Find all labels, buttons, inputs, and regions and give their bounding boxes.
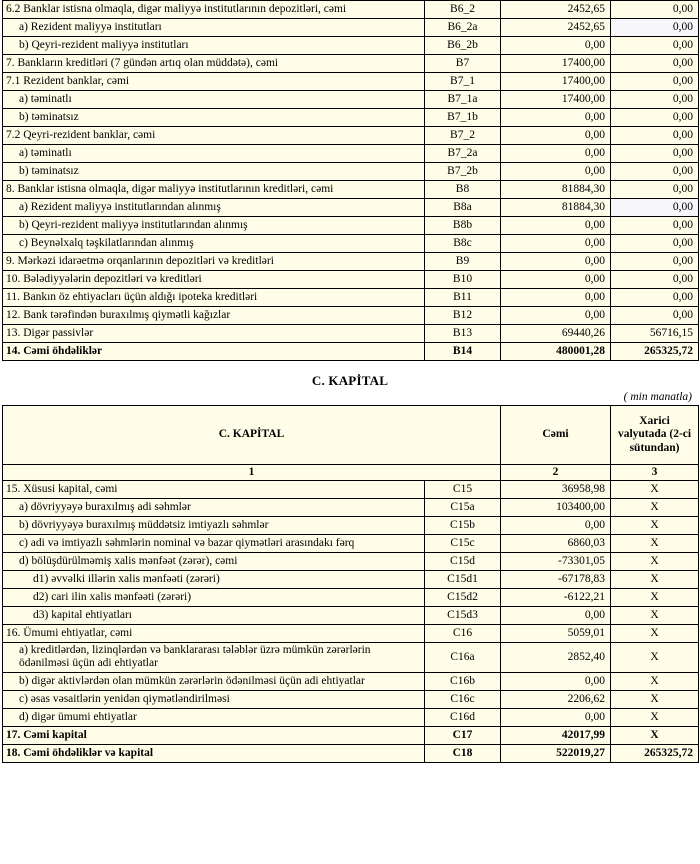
- row-fx-value: 0,00: [611, 145, 699, 163]
- row-fx-value: X: [611, 535, 699, 553]
- table-row: [3, 163, 699, 181]
- row-code: B7_2b: [425, 163, 501, 181]
- row-total-value: 522019,27: [501, 744, 611, 762]
- row-fx-value: X: [611, 589, 699, 607]
- row-fx-value: 265325,72: [611, 343, 699, 361]
- row-fx-value: 0,00: [611, 181, 699, 199]
- row-total-value: 42017,99: [501, 726, 611, 744]
- row-code: C15d2: [425, 589, 501, 607]
- table-row: [3, 343, 699, 361]
- row-label: 16. Ümumi ehtiyatlar, cəmi: [3, 625, 425, 643]
- row-fx-value: 0,00: [611, 109, 699, 127]
- row-total-value: -73301,05: [501, 553, 611, 571]
- row-fx-value: 0,00: [611, 217, 699, 235]
- row-total-value: 0,00: [501, 289, 611, 307]
- table-row: [3, 517, 699, 535]
- row-total-value: 2852,40: [501, 643, 611, 672]
- row-total-value: 17400,00: [501, 73, 611, 91]
- table-row: [3, 181, 699, 199]
- row-label: a) təminatlı: [3, 145, 425, 163]
- table-row: [3, 744, 699, 762]
- row-fx-value: 0,00: [611, 199, 699, 217]
- row-fx-value: 0,00: [611, 289, 699, 307]
- row-total-value: 0,00: [501, 672, 611, 690]
- capital-table: [2, 405, 699, 763]
- row-code: B14: [425, 343, 501, 361]
- row-code: B9: [425, 253, 501, 271]
- row-total-value: 0,00: [501, 271, 611, 289]
- table-row: [3, 19, 699, 37]
- row-code: C16c: [425, 690, 501, 708]
- row-fx-value: X: [611, 517, 699, 535]
- capital-header-sum: Cəmi: [501, 406, 611, 465]
- row-fx-value: 0,00: [611, 55, 699, 73]
- table-row: [3, 672, 699, 690]
- row-code: B7_1: [425, 73, 501, 91]
- table-row: [3, 589, 699, 607]
- row-total-value: 0,00: [501, 37, 611, 55]
- row-code: B7_2: [425, 127, 501, 145]
- row-fx-value: X: [611, 708, 699, 726]
- table-row: [3, 625, 699, 643]
- table-row: [3, 217, 699, 235]
- row-total-value: -6122,21: [501, 589, 611, 607]
- row-code: B8b: [425, 217, 501, 235]
- table-row: [3, 127, 699, 145]
- row-fx-value: 0,00: [611, 37, 699, 55]
- row-total-value: 2206,62: [501, 690, 611, 708]
- row-label: c) əsas vəsaitlərin yenidən qiymətləndirilməsi: [3, 690, 425, 708]
- table-row: [3, 37, 699, 55]
- table-row: [3, 690, 699, 708]
- row-code: B8: [425, 181, 501, 199]
- row-label: d1) əvvəlki illərin xalis mənfəəti (zərəri): [3, 571, 425, 589]
- column-number-3: 3: [611, 465, 699, 481]
- row-label: b) təminatsız: [3, 163, 425, 181]
- table-row: [3, 553, 699, 571]
- row-code: B8c: [425, 235, 501, 253]
- row-code: B6_2b: [425, 37, 501, 55]
- row-fx-value: 265325,72: [611, 744, 699, 762]
- row-total-value: -67178,83: [501, 571, 611, 589]
- row-code: C18: [425, 744, 501, 762]
- table-row: [3, 726, 699, 744]
- row-total-value: 0,00: [501, 127, 611, 145]
- row-label: 9. Mərkəzi idarəetmə orqanlarının depozitləri və kreditləri: [3, 253, 425, 271]
- row-total-value: 0,00: [501, 307, 611, 325]
- row-fx-value: X: [611, 726, 699, 744]
- row-label: 17. Cəmi kapital: [3, 726, 425, 744]
- row-label: 7.2 Qeyri-rezident banklar, cəmi: [3, 127, 425, 145]
- row-fx-value: X: [611, 607, 699, 625]
- row-fx-value: 56716,15: [611, 325, 699, 343]
- row-fx-value: 0,00: [611, 271, 699, 289]
- row-total-value: 0,00: [501, 708, 611, 726]
- column-number-2: 2: [501, 465, 611, 481]
- row-label: 15. Xüsusi kapital, cəmi: [3, 481, 425, 499]
- row-label: a) kreditlərdən, lizinqlərdən və banklararası tələblər üzrə mümkün zərərlərin ödənilməsi üçün adi ehtiyatlar: [3, 643, 425, 672]
- row-total-value: 0,00: [501, 109, 611, 127]
- row-label: 7.1 Rezident banklar, cəmi: [3, 73, 425, 91]
- row-code: C15c: [425, 535, 501, 553]
- row-total-value: 36958,98: [501, 481, 611, 499]
- row-fx-value: 0,00: [611, 1, 699, 19]
- row-label: a) Rezident maliyyə institutlarından alınmış: [3, 199, 425, 217]
- row-label: 11. Bankın öz ehtiyacları üçün aldığı ipoteka kreditləri: [3, 289, 425, 307]
- capital-table-header-row: [3, 406, 699, 465]
- row-label: 6.2 Banklar istisna olmaqla, digər maliyyə institutlarının depozitləri, cəmi: [3, 1, 425, 19]
- row-total-value: 0,00: [501, 163, 611, 181]
- row-fx-value: 0,00: [611, 19, 699, 37]
- table-row: [3, 708, 699, 726]
- capital-header-label: C. KAPİTAL: [3, 406, 501, 465]
- row-label: 13. Digər passivlər: [3, 325, 425, 343]
- column-number-1: 1: [3, 465, 501, 481]
- row-fx-value: X: [611, 499, 699, 517]
- table-row: [3, 1, 699, 19]
- row-fx-value: X: [611, 481, 699, 499]
- liabilities-table-body: [3, 1, 699, 361]
- row-fx-value: 0,00: [611, 163, 699, 181]
- table-row: [3, 235, 699, 253]
- row-code: C17: [425, 726, 501, 744]
- row-code: B7_2a: [425, 145, 501, 163]
- table-row: [3, 307, 699, 325]
- row-total-value: 5059,01: [501, 625, 611, 643]
- table-row: [3, 571, 699, 589]
- table-row: [3, 91, 699, 109]
- row-label: a) dövriyyəyə buraxılmış adi səhmlər: [3, 499, 425, 517]
- row-total-value: 0,00: [501, 217, 611, 235]
- row-code: C15d1: [425, 571, 501, 589]
- row-code: B13: [425, 325, 501, 343]
- row-total-value: 0,00: [501, 253, 611, 271]
- row-code: B7_1a: [425, 91, 501, 109]
- table-row: [3, 271, 699, 289]
- row-code: C15d: [425, 553, 501, 571]
- row-label: b) Qeyri-rezident maliyyə institutlarından alınmış: [3, 217, 425, 235]
- table-row: [3, 289, 699, 307]
- liabilities-table: [2, 0, 699, 361]
- row-code: C15b: [425, 517, 501, 535]
- row-label: d) bölüşdürülməmiş xalis mənfəət (zərər), cəmi: [3, 553, 425, 571]
- row-code: B8a: [425, 199, 501, 217]
- capital-column-numbers-row: [3, 465, 699, 481]
- row-code: C16d: [425, 708, 501, 726]
- row-code: C15a: [425, 499, 501, 517]
- row-total-value: 6860,03: [501, 535, 611, 553]
- row-label: 10. Bələdiyyələrin depozitləri və kreditləri: [3, 271, 425, 289]
- row-code: C15: [425, 481, 501, 499]
- row-label: a) təminatlı: [3, 91, 425, 109]
- row-total-value: 81884,30: [501, 181, 611, 199]
- table-row: [3, 253, 699, 271]
- row-fx-value: 0,00: [611, 73, 699, 91]
- row-label: d2) cari ilin xalis mənfəəti (zərəri): [3, 589, 425, 607]
- row-total-value: 17400,00: [501, 55, 611, 73]
- table-row: [3, 535, 699, 553]
- row-fx-value: 0,00: [611, 253, 699, 271]
- row-total-value: 69440,26: [501, 325, 611, 343]
- capital-section-title: C. KAPİTAL: [311, 373, 389, 388]
- table-row: [3, 109, 699, 127]
- row-code: B11: [425, 289, 501, 307]
- row-label: 7. Bankların kreditləri (7 gündən artıq olan müddətə), cəmi: [3, 55, 425, 73]
- row-fx-value: X: [611, 643, 699, 672]
- row-code: B12: [425, 307, 501, 325]
- row-fx-value: 0,00: [611, 235, 699, 253]
- row-label: b) dövriyyəyə buraxılmış müddətsiz imtiyazlı səhmlər: [3, 517, 425, 535]
- row-code: C15d3: [425, 607, 501, 625]
- table-row: [3, 199, 699, 217]
- table-row: [3, 643, 699, 672]
- row-code: B10: [425, 271, 501, 289]
- row-total-value: 17400,00: [501, 91, 611, 109]
- row-label: a) Rezident maliyyə institutları: [3, 19, 425, 37]
- row-label: 12. Bank tərəfindən buraxılmış qiymətli kağızlar: [3, 307, 425, 325]
- row-fx-value: X: [611, 625, 699, 643]
- row-label: c) Beynəlxalq təşkilatlarından alınmış: [3, 235, 425, 253]
- row-code: B6_2: [425, 1, 501, 19]
- row-total-value: 2452,65: [501, 19, 611, 37]
- row-total-value: 0,00: [501, 235, 611, 253]
- row-label: b) təminatsız: [3, 109, 425, 127]
- row-fx-value: X: [611, 553, 699, 571]
- row-fx-value: 0,00: [611, 307, 699, 325]
- row-total-value: 81884,30: [501, 199, 611, 217]
- row-fx-value: X: [611, 690, 699, 708]
- row-code: C16b: [425, 672, 501, 690]
- row-total-value: 0,00: [501, 517, 611, 535]
- row-code: B7: [425, 55, 501, 73]
- row-label: c) adi və imtiyazlı səhmlərin nominal və bazar qiymətləri arasındakı fərq: [3, 535, 425, 553]
- row-fx-value: 0,00: [611, 127, 699, 145]
- table-row: [3, 499, 699, 517]
- row-total-value: 480001,28: [501, 343, 611, 361]
- row-total-value: 0,00: [501, 145, 611, 163]
- row-code: C16a: [425, 643, 501, 672]
- capital-unit-label: ( min manatla): [623, 391, 692, 403]
- table-row: [3, 325, 699, 343]
- row-label: 14. Cəmi öhdəliklər: [3, 343, 425, 361]
- row-fx-value: 0,00: [611, 91, 699, 109]
- table-row: [3, 607, 699, 625]
- row-code: B6_2a: [425, 19, 501, 37]
- row-total-value: 2452,65: [501, 1, 611, 19]
- row-label: b) Qeyri-rezident maliyyə institutları: [3, 37, 425, 55]
- row-label: 18. Cəmi öhdəliklər və kapital: [3, 744, 425, 762]
- row-label: b) digər aktivlərdən olan mümkün zərərlərin ödənilməsi üçün adi ehtiyatlar: [3, 672, 425, 690]
- row-code: C16: [425, 625, 501, 643]
- row-fx-value: X: [611, 672, 699, 690]
- table-row: [3, 481, 699, 499]
- table-row: [3, 73, 699, 91]
- row-label: 8. Banklar istisna olmaqla, digər maliyyə institutlarının kreditləri, cəmi: [3, 181, 425, 199]
- row-label: d3) kapital ehtiyatları: [3, 607, 425, 625]
- row-total-value: 103400,00: [501, 499, 611, 517]
- table-row: [3, 55, 699, 73]
- row-label: d) digər ümumi ehtiyatlar: [3, 708, 425, 726]
- row-fx-value: X: [611, 571, 699, 589]
- table-row: [3, 145, 699, 163]
- capital-header-fx: Xarici valyutada (2-ci sütundan): [611, 406, 699, 465]
- capital-table-body: [3, 481, 699, 762]
- row-code: B7_1b: [425, 109, 501, 127]
- row-total-value: 0,00: [501, 607, 611, 625]
